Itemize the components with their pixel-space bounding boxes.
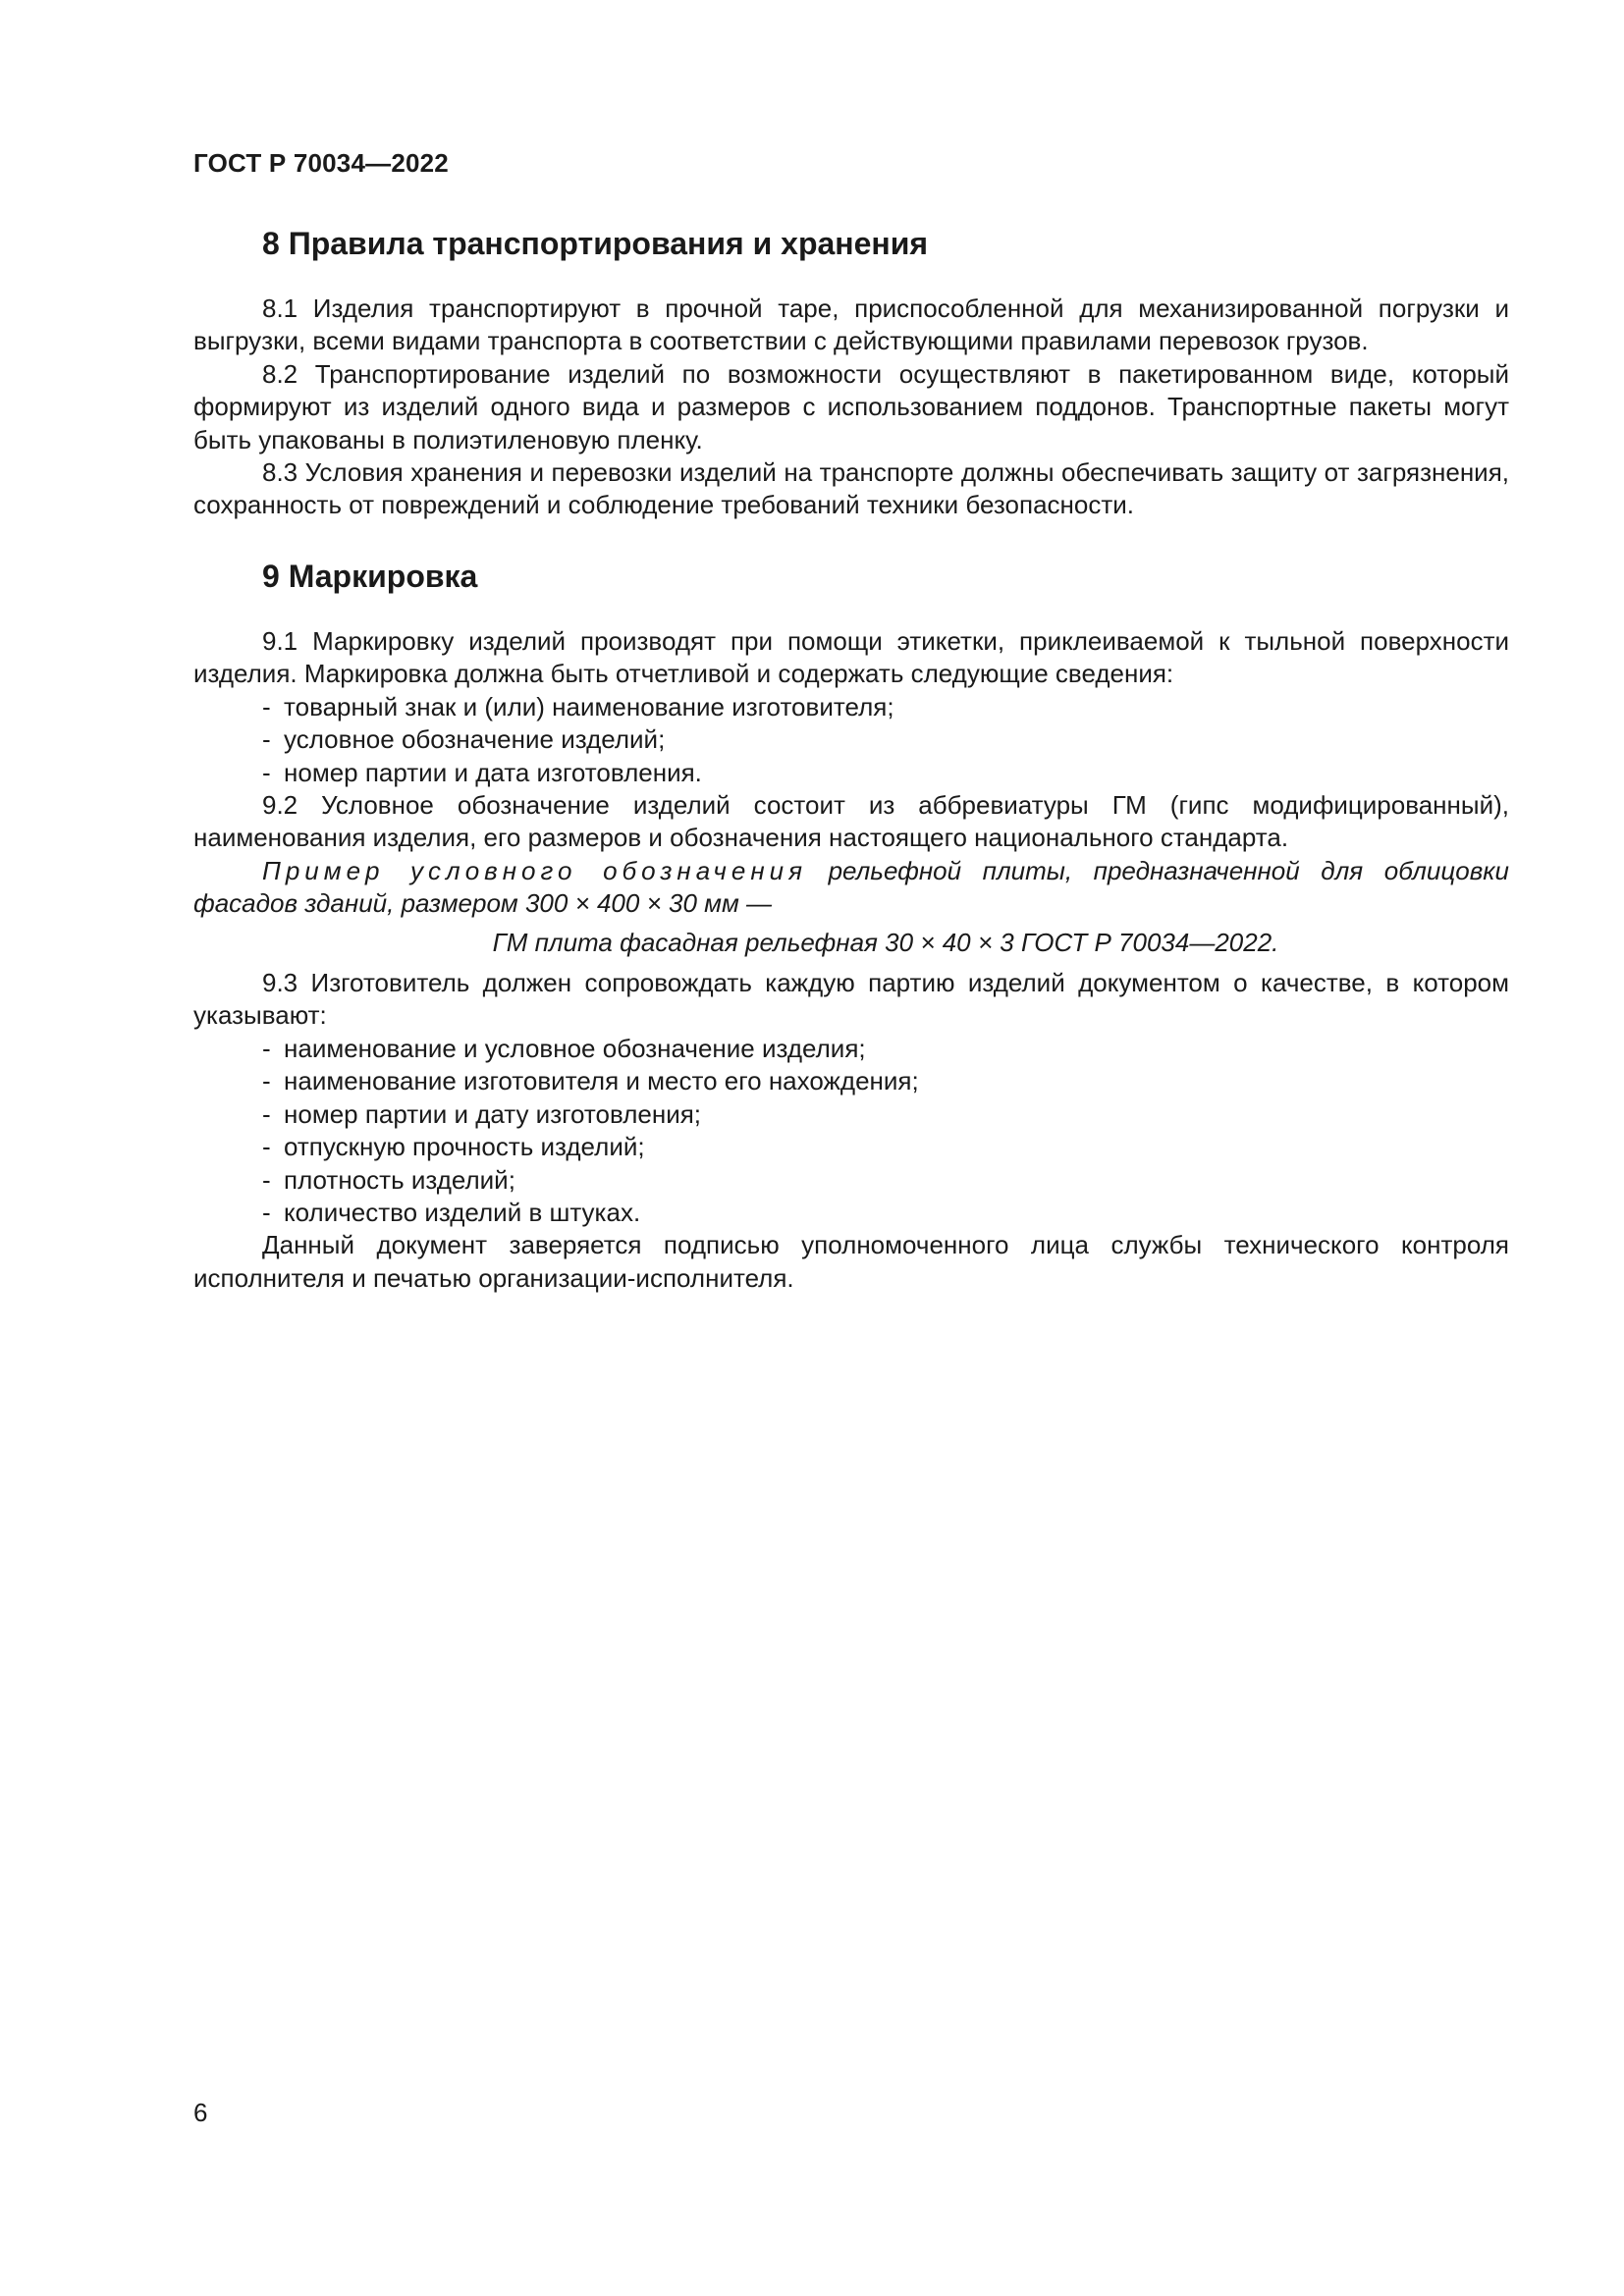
paragraph-9-2: 9.2 Условное обозначение изделий состоит из аббревиатуры ГМ (гипс модифицированный), наименования изделия, его размеров и обозначения настоящего национального стандарта.: [193, 790, 1509, 853]
document-code: ГОСТ Р 70034—2022: [193, 148, 449, 178]
example-text: рельефной плиты, предназначенной для облицовки фасадов зданий, размером 300 × 400 × 30 мм —: [193, 855, 1510, 919]
list-item: - наименование изготовителя и место его нахождения;: [262, 1066, 919, 1096]
list-item: - номер партии и дата изготовления.: [262, 757, 702, 787]
list-item: - количество изделий в штуках.: [262, 1197, 641, 1227]
section-9: [193, 557, 1509, 1295]
list-item: - наименование и условное обозначение изделия;: [262, 1033, 866, 1063]
paragraph-9-1: 9.1 Маркировку изделий производят при помощи этикетки, приклеиваемой к тыльной поверхности изделия. Маркировка должна быть отчетливой и содержать следующие сведения:: [193, 626, 1509, 689]
list-item: - товарный знак и (или) наименование изготовителя;: [262, 691, 894, 721]
paragraph-9-3: 9.3 Изготовитель должен сопровождать каждую партию изделий документом о качестве, в котором указывают:: [193, 968, 1509, 1031]
paragraph-8-3: 8.3 Условия хранения и перевозки изделий на транспорте должны обеспечивать защиту от загрязнения, сохранность от повреждений и соблюдение требований техники безопасности.: [193, 457, 1509, 520]
list-item: - условное обозначение изделий;: [262, 724, 666, 755]
list-item: - плотность изделий;: [262, 1164, 515, 1195]
list-item: - номер партии и дату изготовления;: [262, 1098, 702, 1129]
paragraph-8-1: 8.1 Изделия транспортируют в прочной таре, приспособленной для механизированной погрузки и выгрузки, всеми видами транспорта в соответствии с действующими правилами перевозок грузов.: [193, 294, 1509, 356]
page-number: 6: [193, 2098, 208, 2127]
example-paragraph: [193, 855, 1509, 921]
quality-document-list: [193, 1033, 1509, 1229]
paragraph-8-2: 8.2 Транспортирование изделий по возможности осуществляют в пакетированном виде, который формируют из изделий одного вида и размеров с использованием поддонов. Транспортные пакеты могут быть упакованы в полиэтиленовую пленку.: [193, 358, 1509, 454]
section-8: [193, 224, 1509, 522]
section-9-title: 9 Маркировка: [262, 559, 478, 594]
marking-info-list: [193, 691, 1509, 789]
document-page: [193, 0, 1509, 2296]
paragraph-9-3-closing: Данный документ заверяется подписью уполномоченного лица службы технического контроля исполнителя и печатью организации-исполнителя.: [193, 1230, 1509, 1293]
list-item: - отпускную прочность изделий;: [262, 1132, 645, 1162]
example-designation: ГМ плита фасадная рельефная 30 × 40 × 3 ГОСТ Р 70034—2022.: [492, 927, 1279, 957]
section-8-title: 8 Правила транспортирования и хранения: [262, 226, 929, 261]
example-label: Пример условного обозначения: [262, 855, 808, 885]
